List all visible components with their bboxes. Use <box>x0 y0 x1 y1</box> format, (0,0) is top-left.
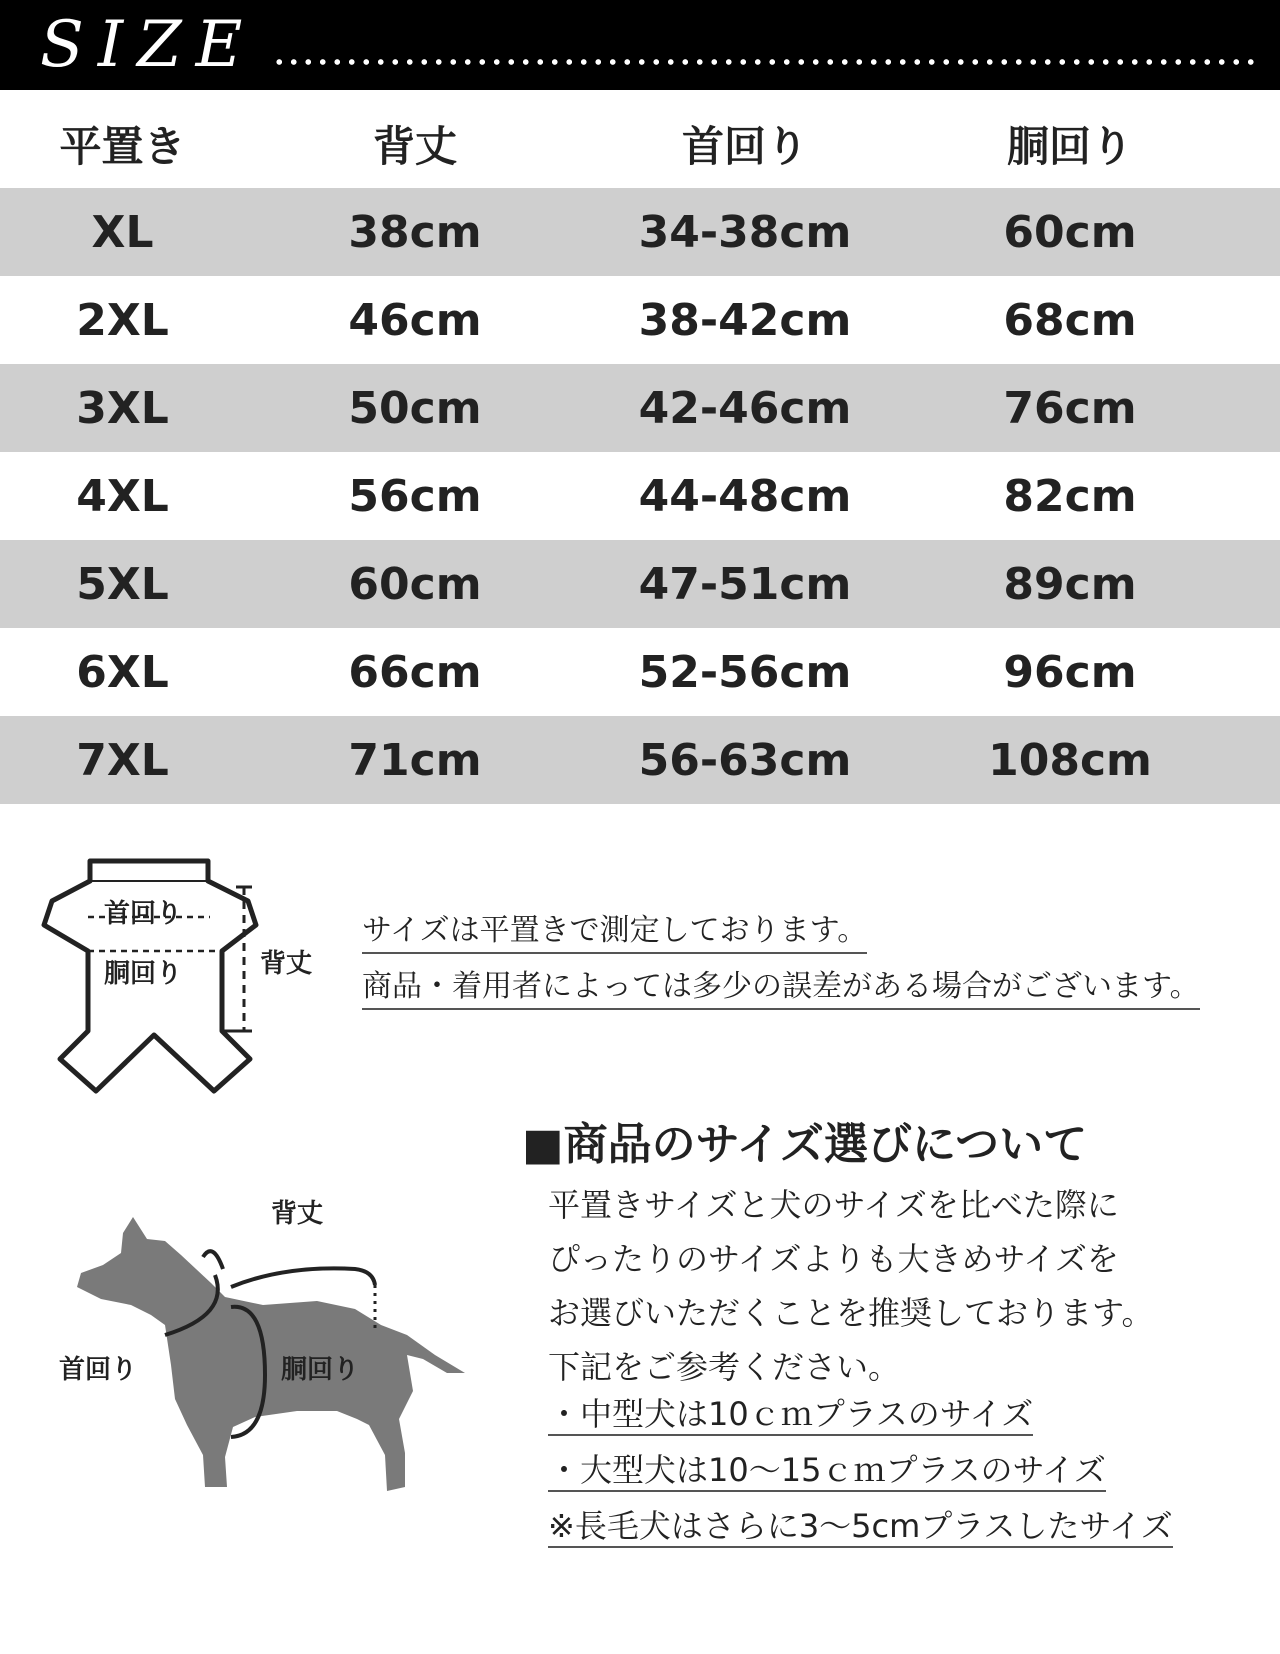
dog-body-label: 胴回り <box>281 1355 360 1385</box>
cell-size: XL <box>91 206 154 258</box>
selection-line: 下記をご参考ください。 <box>548 1348 901 1386</box>
cell-size: 7XL <box>76 734 169 786</box>
page-title: SIZE <box>40 8 257 82</box>
size-table <box>0 100 1280 804</box>
cell-size: 2XL <box>76 294 169 346</box>
header-cell-body: 胴回り <box>1006 122 1133 171</box>
cell-neck: 56-63cm <box>638 734 852 786</box>
cell-neck: 42-46cm <box>638 382 852 434</box>
cell-length: 60cm <box>348 558 482 610</box>
selection-bullet: ・中型犬は10ｃｍプラスのサイズ <box>548 1394 1033 1436</box>
cell-body: 96cm <box>1003 646 1137 698</box>
table-row <box>0 188 1280 276</box>
dog-diagram <box>55 1199 475 1505</box>
cell-body: 76cm <box>1003 382 1137 434</box>
table-row <box>0 628 1280 716</box>
cell-body: 108cm <box>988 734 1152 786</box>
selection-line: お選びいただくことを推奨しております。 <box>548 1294 1154 1332</box>
dog-length-label: 背丈 <box>271 1199 324 1229</box>
cell-neck: 34-38cm <box>638 206 852 258</box>
cell-size: 3XL <box>76 382 169 434</box>
garment-diagram <box>38 855 338 1095</box>
cell-neck: 52-56cm <box>638 646 852 698</box>
cell-length: 46cm <box>348 294 482 346</box>
garment-body-label: 胴回り <box>104 959 183 989</box>
garment-neck-label: 首回り <box>104 899 183 929</box>
selection-title: ■商品のサイズ選びについて <box>522 1119 1088 1170</box>
note-line: サイズは平置きで測定しております。 <box>362 912 867 954</box>
selection-bullet: ※長毛犬はさらに3～5cmプラスしたサイズ <box>548 1506 1173 1548</box>
cell-size: 4XL <box>76 470 169 522</box>
cell-length: 38cm <box>348 206 482 258</box>
cell-length: 71cm <box>348 734 482 786</box>
measurement-notes <box>362 912 1200 1010</box>
selection-line: 平置きサイズと犬のサイズを比べた際に <box>548 1186 1119 1224</box>
cell-body: 68cm <box>1003 294 1137 346</box>
header-cell-neck: 首回り <box>681 122 808 171</box>
selection-line: ぴったりのサイズよりも大きめサイズを <box>548 1240 1119 1278</box>
header-cell-size: 平置き <box>59 122 186 171</box>
cell-size: 5XL <box>76 558 169 610</box>
cell-length: 66cm <box>348 646 482 698</box>
cell-body: 60cm <box>1003 206 1137 258</box>
table-header-row <box>0 100 1280 188</box>
cell-neck: 38-42cm <box>638 294 852 346</box>
cell-neck: 47-51cm <box>638 558 852 610</box>
table-row <box>0 716 1280 804</box>
cell-body: 82cm <box>1003 470 1137 522</box>
dog-neck-label: 首回り <box>59 1355 138 1385</box>
selection-bullet: ・大型犬は10～15ｃｍプラスのサイズ <box>548 1450 1106 1492</box>
cell-neck: 44-48cm <box>638 470 852 522</box>
table-row <box>0 364 1280 452</box>
cell-body: 89cm <box>1003 558 1137 610</box>
table-row <box>0 276 1280 364</box>
dotted-rule <box>272 58 1258 66</box>
cell-length: 56cm <box>348 470 482 522</box>
header-bar <box>0 0 1280 90</box>
selection-body <box>548 1178 1173 1562</box>
cell-length: 50cm <box>348 382 482 434</box>
table-row <box>0 452 1280 540</box>
cell-size: 6XL <box>76 646 169 698</box>
note-line: 商品・着用者によっては多少の誤差がある場合がございます。 <box>362 968 1200 1010</box>
header-cell-length: 背丈 <box>372 122 457 171</box>
garment-length-label: 背丈 <box>260 949 313 979</box>
table-row <box>0 540 1280 628</box>
